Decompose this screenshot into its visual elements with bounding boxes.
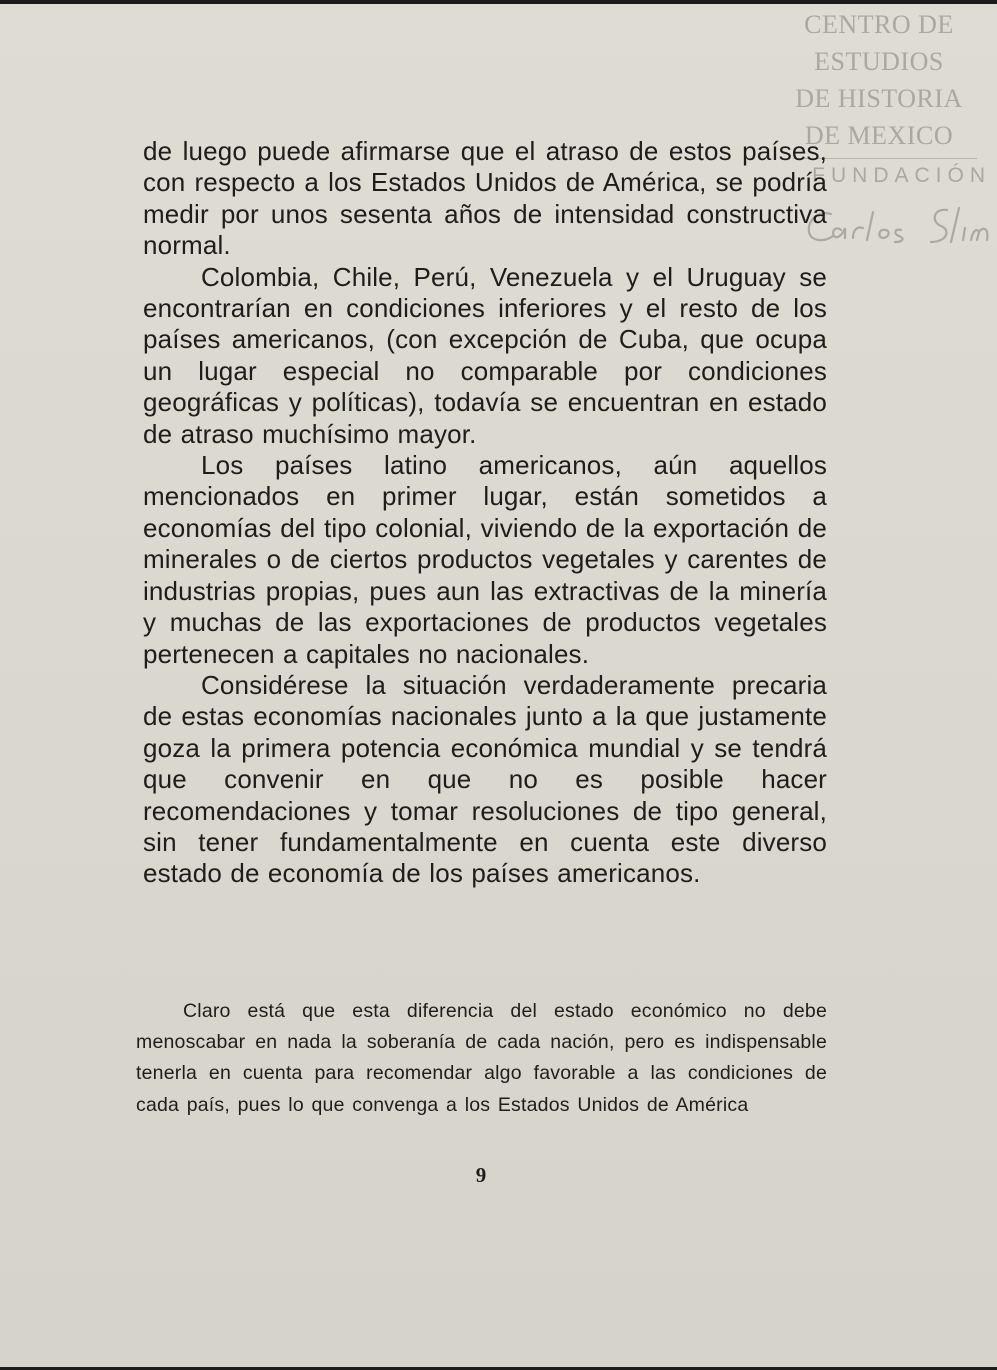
paragraph-4: Considérese la situación verdaderamente precaria de estas economías nacionales junto a la que justamente goza la primera potencia económica mundial y se tendrá que convenir en que no es posible hacer recomendaciones y tomar resoluciones de tipo general, sin tener fundamentalmente en cuenta este diverso estado de economía de los países americanos. [143,669,827,889]
stamp-line-3: DE HISTORIA [795,84,963,113]
main-text [143,136,827,890]
stamp-line-2: ESTUDIOS [814,47,944,76]
note-paragraph: Claro está que esta diferencia del estado económico no debe menoscabar en nada la soberanía de cada nación, pero es indispensable tenerla en cuenta para recomendar algo favorable a las condiciones de cada país, pues lo que convenga a los Estados Unidos de América [136,1000,827,1116]
paragraph-3: Los países latino americanos, aún aquellos mencionados en primer lugar, están sometidos a economías del tipo colonial, viviendo de la exportación de minerales o de ciertos productos vegetales y carentes de industrias propias, pues aun las extractivas de la minería y muchas de las exportaciones de productos vegetales pertenecen a capitales no nacionales. [143,450,827,669]
archive-stamp [779,6,979,154]
note-text [136,996,827,1121]
stamp-foundation: FUNDACIÓN [812,164,991,187]
stamp-line-4: DE MEXICO [804,121,954,150]
paragraph-1: de luego puede afirmarse que el atraso de estos países, con respecto a los Estados Unidos de América, se podría medir por unos sesenta años de intensidad constructiva normal. [143,136,827,261]
paragraph-2: Colombia, Chile, Perú, Venezuela y el Uruguay se encontrarían en condiciones inferiores y el resto de los países americanos, (con excepción de Cuba, que ocupa un lugar especial no comparable por condiciones geográficas y políticas), todavía se encuentran en estado de atraso muchísimo mayor. [143,261,827,449]
stamp-line-1: CENTRO DE [804,10,954,39]
signature-mark [801,200,991,256]
page-number: 9 [475,1163,487,1187]
scan-edge-top [0,0,997,4]
